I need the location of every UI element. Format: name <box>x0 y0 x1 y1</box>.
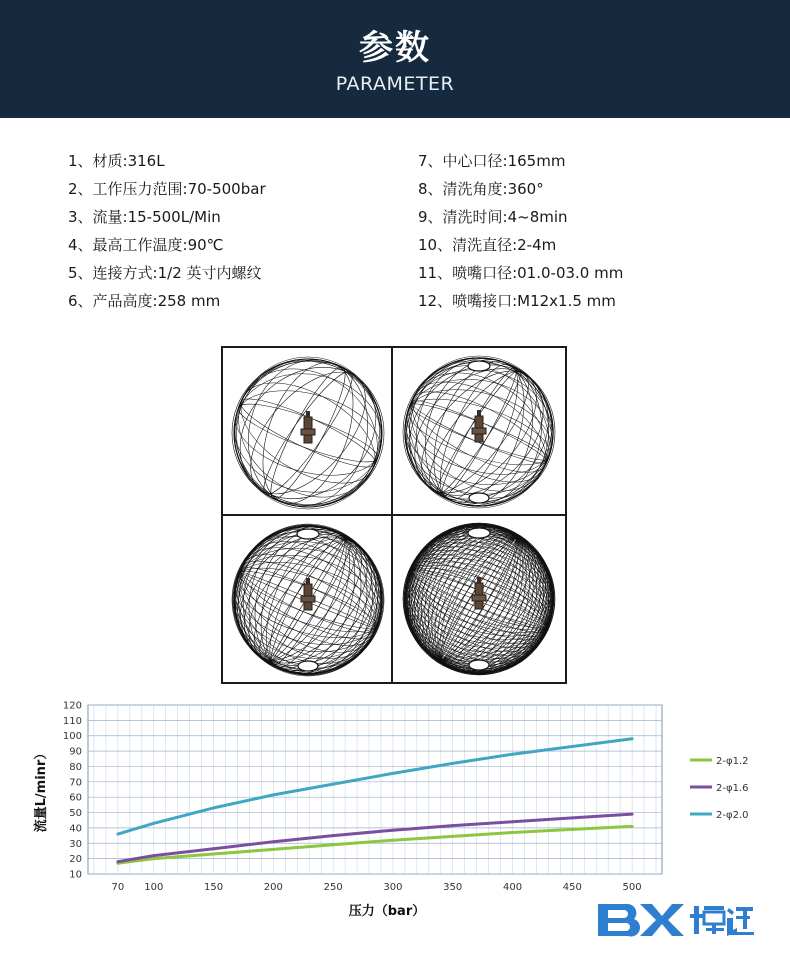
x-tick-label: 400 <box>502 882 523 893</box>
series-point <box>391 772 394 775</box>
legend-label: 2-φ1.2 <box>716 756 749 767</box>
x-tick-label: 70 <box>111 882 125 893</box>
series-point <box>332 834 335 837</box>
param-item: 7、中心口径:165mm <box>418 152 566 170</box>
brand-logo <box>596 900 756 940</box>
bx-logo-mark <box>598 904 684 937</box>
series-point <box>391 839 394 842</box>
param-item: 3、流量:15-500L/Min <box>68 208 221 226</box>
spray-sphere <box>374 348 565 537</box>
series-point <box>631 813 634 816</box>
spray-sphere <box>223 495 413 682</box>
series-point <box>212 806 215 809</box>
x-tick-label: 200 <box>263 882 283 893</box>
y-tick-label: 20 <box>69 854 82 866</box>
param-item: 10、清洗直径:2-4m <box>418 236 557 254</box>
logo-chinese-glyphs <box>690 906 754 936</box>
series-point <box>511 753 514 756</box>
grid-divider <box>223 514 565 516</box>
series-point <box>272 848 275 851</box>
x-tick-label: 450 <box>562 882 582 893</box>
y-tick-label: 60 <box>69 792 82 804</box>
series-point <box>631 737 634 740</box>
x-axis-title: 压力（bar） <box>348 904 426 919</box>
series-point <box>272 793 275 796</box>
y-tick-label: 10 <box>69 869 82 881</box>
x-tick-label: 300 <box>383 882 403 893</box>
flow-pressure-chart <box>0 690 790 930</box>
nozzle-icon <box>472 410 486 442</box>
param-item: 5、连接方式:1/2 英寸内螺纹 <box>68 264 262 282</box>
series-point <box>451 824 454 827</box>
param-item: 12、喷嘴接口:M12x1.5 mm <box>418 292 616 310</box>
series-point <box>212 847 215 850</box>
y-tick-label: 90 <box>69 746 82 758</box>
y-tick-label: 30 <box>69 838 82 850</box>
param-list-right <box>418 147 623 315</box>
x-tick-label: 500 <box>622 882 642 893</box>
x-tick-label: 100 <box>144 882 164 893</box>
y-tick-label: 40 <box>69 823 82 835</box>
series-point <box>116 833 119 836</box>
param-item: 8、清洗角度:360° <box>418 180 544 198</box>
param-list-left <box>68 147 266 315</box>
param-item: 9、清洗时间:4~8min <box>418 208 568 226</box>
page-title: 参数 <box>359 28 431 68</box>
series-point <box>152 857 155 860</box>
legend-label: 2-φ2.0 <box>716 810 749 821</box>
series-point <box>152 854 155 857</box>
series-point <box>571 745 574 748</box>
series-point <box>511 831 514 834</box>
y-tick-label: 120 <box>62 700 82 712</box>
spray-sphere <box>373 493 565 682</box>
page-subtitle: PARAMETER <box>335 73 455 95</box>
x-tick-label: 350 <box>443 882 463 893</box>
plot-area <box>88 705 662 874</box>
series-point <box>212 853 215 856</box>
series-point <box>571 828 574 831</box>
series-point <box>511 820 514 823</box>
param-item: 2、工作压力范围:70-500bar <box>68 180 266 198</box>
series-point <box>391 829 394 832</box>
spray-sphere <box>223 348 411 535</box>
series-point <box>152 822 155 825</box>
legend-label: 2-φ1.6 <box>716 783 749 794</box>
series-point <box>116 860 119 863</box>
param-item: 11、喷嘴口径:01.0-03.0 mm <box>418 264 624 282</box>
series-point <box>571 816 574 819</box>
y-tick-label: 50 <box>69 808 82 820</box>
series-point <box>631 825 634 828</box>
header-banner <box>0 0 790 118</box>
param-item: 4、最高工作温度:90℃ <box>68 236 224 254</box>
param-item: 6、产品高度:258 mm <box>68 292 221 310</box>
x-tick-label: 250 <box>323 882 343 893</box>
y-tick-label: 70 <box>69 777 82 789</box>
param-item: 1、材质:316L <box>68 152 165 170</box>
spray-pattern-grid <box>221 346 567 684</box>
x-tick-label: 150 <box>204 882 224 893</box>
series-point <box>332 783 335 786</box>
series-point <box>451 762 454 765</box>
y-tick-label: 110 <box>62 715 82 727</box>
y-tick-label: 80 <box>69 761 82 773</box>
series-point <box>272 840 275 843</box>
series-point <box>451 835 454 838</box>
y-tick-label: 100 <box>62 731 82 743</box>
y-axis-title: 流量L/minr） <box>34 746 49 833</box>
series-point <box>332 843 335 846</box>
